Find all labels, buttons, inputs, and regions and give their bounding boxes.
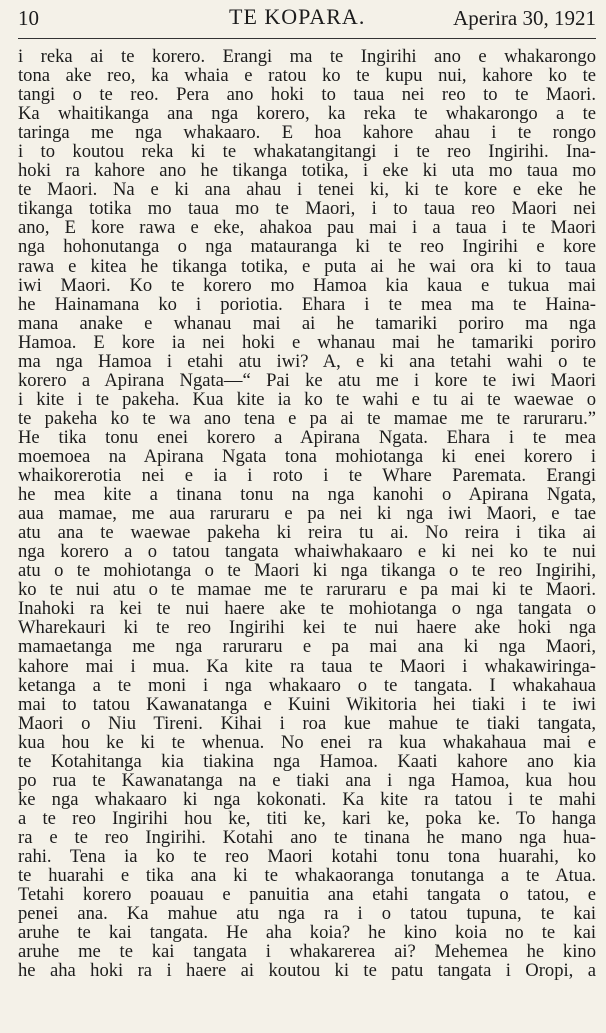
text-line: korero a Apirana Ngata—“ Pai ke atu me i kore te iwi Maori [18,370,596,390]
text-line: nga hohonutanga o nga matauranga ki te reo Ingirihi e kore [18,237,596,257]
text-line: tikanga totika mo taua mo te Maori, i to taua reo Maori nei [18,199,596,219]
text-line: aua mamae, me aua raruraru e pa nei ki nga iwi Maori, e tae [18,504,596,524]
page-header [18,0,596,40]
page-number: 10 [18,6,39,30]
text-line: te Kotahitanga kia tiakina nga Hamoa. Kaati kahore ano kia [18,751,596,771]
text-line: Tetahi korero poauau e panuitia ana etahi tangata o tatou, e [18,885,596,905]
header-rule [18,38,596,39]
article-body [18,47,596,980]
text-line: tangi o te reo. Pera ano hoki to taua nei reo to te Maori. [18,85,596,105]
text-line: he mea kite a tinana tonu na nga kanohi o Apirana Ngata, [18,485,596,505]
text-line: taringa me nga whakaaro. E hoa kahore ahau i te rongo [18,123,596,143]
text-line: ma nga Hamoa i etahi atu iwi? A, e ki ana tetahi wahi o te [18,351,596,371]
text-line: moemoea na Apirana Ngata tona mohiotanga ki enei korero i [18,446,596,467]
text-line: Wharekauri ki te reo Ingirihi kei te nui haere ake hoki nga [18,618,596,638]
text-line: kahore mai i mua. Ka kite ra taua te Maori i whakawiringa- [18,656,596,676]
publication-title: TE KOPARA. [229,4,366,29]
text-line: i to koutou reka ki te whakatangitangi i te reo Ingirihi. Ina- [18,142,596,162]
text-line: nga korero a o tatou tangata whaiwhakaaro e ki nei ko te nui [18,542,596,562]
text-line: te pakeha ko te wa ano tena e pa ai te mamae me te raruraru.” [18,408,596,428]
text-line: mai to tatou Kawanatanga e Kuini Wikitoria hei tiaki i te iwi [18,694,596,714]
text-line: he Hainamana ko i poriotia. Ehara i te mea ma te Haina- [18,294,596,314]
issue-date: Aperira 30, 1921 [453,6,596,30]
text-line: atu ana te waewae pakeha ki reira tu ai. No reira i tika ai [18,523,596,543]
text-line: he aha hoki ra i haere ai koutou ki te patu tangata i Oropi, a [18,961,596,981]
text-line: Ka whaitikanga ana nga korero, ka reka te whakarongo a te [18,104,596,124]
text-line: te huarahi e tika ana ki te whakaoranga tonutanga a te Atua. [18,866,596,886]
text-line: whaikorerotia nei e ia i roto i te Whare Paremata. Erangi [18,466,596,486]
text-line: Maori o Niu Tireni. Kihai i roa kue mahue te tiaki tangata, [18,713,596,733]
text-line: Inahoki ra kei te nui haere ake te mohiotanga o nga tangata o [18,599,596,619]
text-line: penei ana. Ka mahue atu nga ra i o tatou tupuna, te kai [18,904,596,924]
text-line: aruhe te kai tangata. He aha koia? he kino koia no te kai [18,923,596,943]
text-line: ketanga a te moni i nga whakaaro o te tangata. I whakahaua [18,675,596,695]
text-line: rahi. Tena ia ko te reo Maori kotahi tonu tona huarahi, ko [18,846,596,867]
text-line: po rua te Kawanatanga na e tiaki ana i nga Hamoa, kua hou [18,770,596,790]
text-line: He tika tonu enei korero a Apirana Ngata. Ehara i te mea [18,427,596,447]
text-line: tona ake reo, ka whaia e ratou ko te kupu nui, kahore ko te [18,66,596,86]
text-line: te Maori. Na e ki ana ahau i tenei ki, ki te kore e eke he [18,180,596,200]
text-line: a te reo Ingirihi hou ke, titi ke, kari ke, poka ke. To hanga [18,808,596,828]
text-line: mamaetanga me nga raruraru e pa mai ana ki nga Maori, [18,637,596,657]
text-line: mana anake e whanau mai ai he tamariki poriro ma nga [18,313,596,333]
text-line: kua hou ke ki te whenua. No enei ra kua whakahaua mai e [18,732,596,752]
text-line: hoki ra kahore ano he tikanga totika, i eke ki uta mo taua mo [18,161,596,181]
text-line: ra e te reo Ingirihi. Kotahi ano te tinana he mano nga hua- [18,827,596,847]
text-line: atu o te mohiotanga o te Maori ki nga tikanga o te reo Ingirihi, [18,561,596,581]
text-line: Hamoa. E kore ia nei hoki e whanau mai he tamariki poriro [18,332,596,352]
text-line: aruhe me te kai tangata i whakarerea ai? Mehemea he kino [18,942,596,962]
text-line: ano, E kore rawa e eke, ahakoa pau mai i a taua i te Maori [18,218,596,238]
text-line: i reka ai te korero. Erangi ma te Ingirihi ano e whakarongo [18,47,596,67]
text-line: rawa e kitea he tikanga totika, e puta ai he wai ora ki to taua [18,256,596,276]
text-line: i kite i te pakeha. Kua kite ia ko te wahi e tu ai te waewae o [18,389,596,409]
newspaper-page [18,0,596,1033]
text-line: iwi Maori. Ko te korero mo Hamoa kia kaua e tukua mai [18,275,596,295]
text-line: ke nga whakaaro ki nga kokonati. Ka kite ra tatou i te mahi [18,789,596,809]
text-line: ko te nui atu o te mamae me te raruraru e pa mai ki te Maori. [18,580,596,600]
